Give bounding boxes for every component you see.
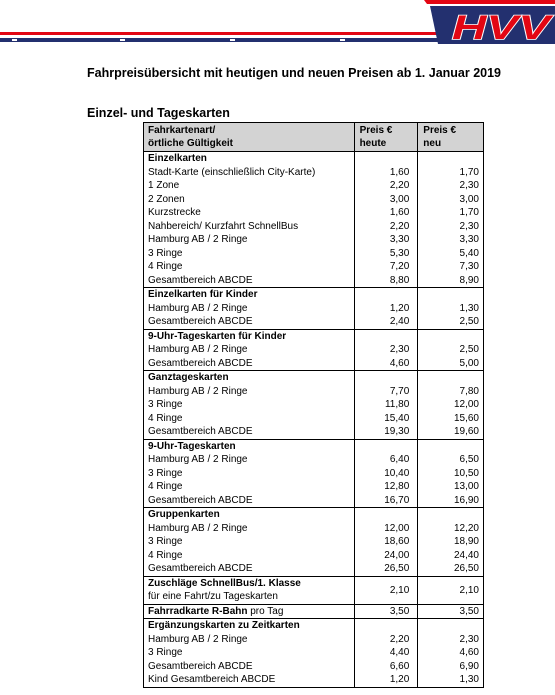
header-stripes [0,32,446,42]
page-title: Fahrpreisübersicht mit heutigen und neuen Preisen ab 1. Januar 2019 [87,66,502,80]
ticket-name: 3 Ringe [144,535,355,549]
price-today: 6,60 [354,660,418,674]
table-row [144,260,484,274]
price-today: 19,30 [354,425,418,439]
price-new: 2,30 [418,179,484,193]
price-new: 12,20 [418,522,484,536]
price-today: 2,20 [354,633,418,647]
price-new: 2,30 [418,633,484,647]
price-new: 19,60 [418,425,484,439]
table-row [144,562,484,576]
empty-cell [354,329,418,343]
price-new: 12,00 [418,398,484,412]
price-new: 2,30 [418,220,484,234]
table-row [144,302,484,316]
table-row [144,412,484,426]
ticket-name: Gesamtbereich ABCDE [144,562,355,576]
price-new: 7,30 [418,260,484,274]
ticket-name: Gesamtbereich ABCDE [144,660,355,674]
ticket-name: Hamburg AB / 2 Ringe [144,385,355,399]
price-new: 1,30 [418,673,484,687]
table-row [144,179,484,193]
group-title-row [144,371,484,385]
price-today: 8,80 [354,274,418,288]
ticket-name: 4 Ringe [144,480,355,494]
price-today: 24,00 [354,549,418,563]
group-title: Einzelkarten für Kinder [144,288,355,302]
price-today: 2,40 [354,315,418,329]
fare-table [143,122,484,688]
price-new: 1,70 [418,166,484,180]
bike-ticket [144,604,355,619]
header-banner [0,0,555,50]
empty-cell [418,152,484,166]
ticket-name: Kurzstrecke [144,206,355,220]
empty-cell [418,439,484,453]
ticket-name: Gesamtbereich ABCDE [144,315,355,329]
table-row [144,166,484,180]
price-today: 3,00 [354,193,418,207]
price-today: 3,30 [354,233,418,247]
price-new: 10,50 [418,467,484,481]
table-row [144,633,484,647]
ticket-name: Gesamtbereich ABCDE [144,494,355,508]
price-today: 18,60 [354,535,418,549]
table-row [144,385,484,399]
price-today: 2,20 [354,179,418,193]
hvv-logo [424,0,555,47]
empty-cell [418,329,484,343]
header-ticket-type: Fahrkartenart/ örtliche Gültigkeit [144,123,355,152]
ticket-name: Gesamtbereich ABCDE [144,357,355,371]
header-price-today: Preis € heute [354,123,418,152]
bike-row [144,604,484,619]
ticket-name: 3 Ringe [144,398,355,412]
group-title-row [144,439,484,453]
table-row [144,233,484,247]
price-new: 6,90 [418,660,484,674]
table-row [144,535,484,549]
group-title: Einzelkarten [144,152,355,166]
price-new: 4,60 [418,646,484,660]
table-row [144,425,484,439]
table-row [144,220,484,234]
table-row [144,274,484,288]
price-today: 12,80 [354,480,418,494]
price-new: 3,50 [418,604,484,619]
price-today: 4,60 [354,357,418,371]
header-price-new: Preis € neu [418,123,484,152]
surcharge-subtitle: für eine Fahrt/zu Tageskarten [144,590,355,604]
price-new: 16,90 [418,494,484,508]
empty-cell [418,371,484,385]
table-row [144,467,484,481]
ticket-name: Hamburg AB / 2 Ringe [144,302,355,316]
table-row [144,646,484,660]
bike-suffix: pro Tag [247,605,284,617]
ticket-name: Hamburg AB / 2 Ringe [144,233,355,247]
ticket-name: Stadt-Karte (einschließlich City-Karte) [144,166,355,180]
price-new: 2,50 [418,343,484,357]
group-title: Ganztageskarten [144,371,355,385]
table-row [144,549,484,563]
hvv-logo-text: HVV [452,9,555,47]
price-new: 2,50 [418,315,484,329]
bike-title: Fahrradkarte R-Bahn [148,605,248,617]
price-new: 7,80 [418,385,484,399]
group-title: Zuschläge SchnellBus/1. Klasse [144,576,355,590]
empty-cell [354,619,418,633]
empty-cell [354,371,418,385]
price-today: 11,80 [354,398,418,412]
table-row [144,343,484,357]
price-today: 16,70 [354,494,418,508]
group-title: Gruppenkarten [144,508,355,522]
ticket-name: Hamburg AB / 2 Ringe [144,522,355,536]
table-row [144,193,484,207]
price-new: 15,60 [418,412,484,426]
price-new: 6,50 [418,453,484,467]
price-new: 24,40 [418,549,484,563]
ticket-name: Hamburg AB / 2 Ringe [144,633,355,647]
group-title: Ergänzungskarten zu Zeitkarten [144,619,355,633]
price-today: 4,40 [354,646,418,660]
group-title: 9-Uhr-Tageskarten [144,439,355,453]
empty-cell [418,508,484,522]
price-today: 1,20 [354,302,418,316]
table-row [144,357,484,371]
price-new: 5,40 [418,247,484,261]
surcharge-row [144,590,484,604]
section-title: Einzel- und Tageskarten [87,106,230,120]
table-row [144,398,484,412]
table-row [144,206,484,220]
table-row [144,494,484,508]
empty-cell [354,439,418,453]
empty-cell [354,508,418,522]
price-new: 1,70 [418,206,484,220]
price-today: 15,40 [354,412,418,426]
ticket-name: 4 Ringe [144,549,355,563]
table-row [144,453,484,467]
price-new: 3,30 [418,233,484,247]
price-today: 1,20 [354,673,418,687]
ticket-name: 2 Zonen [144,193,355,207]
price-today: 26,50 [354,562,418,576]
group-title-row [144,508,484,522]
price-new: 26,50 [418,562,484,576]
ticket-name: Kind Gesamtbereich ABCDE [144,673,355,687]
table-row [144,480,484,494]
price-new: 18,90 [418,535,484,549]
ticket-name: Gesamtbereich ABCDE [144,274,355,288]
price-new: 5,00 [418,357,484,371]
price-new: 1,30 [418,302,484,316]
group-title-row [144,152,484,166]
empty-cell [354,152,418,166]
ticket-name: 1 Zone [144,179,355,193]
price-today: 10,40 [354,467,418,481]
table-header-row [144,123,484,152]
table-row [144,660,484,674]
ticket-name: 4 Ringe [144,260,355,274]
ticket-name: Hamburg AB / 2 Ringe [144,343,355,357]
price-today: 7,20 [354,260,418,274]
table-row [144,315,484,329]
table-row [144,673,484,687]
ticket-name: 3 Ringe [144,247,355,261]
ticket-name: 3 Ringe [144,646,355,660]
price-today: 12,00 [354,522,418,536]
price-today: 2,10 [354,584,418,598]
group-title-row [144,329,484,343]
table-row [144,247,484,261]
empty-cell [418,619,484,633]
ticket-name: Gesamtbereich ABCDE [144,425,355,439]
price-today: 6,40 [354,453,418,467]
price-new: 8,90 [418,274,484,288]
table-row [144,522,484,536]
price-today: 2,30 [354,343,418,357]
group-title-row [144,619,484,633]
group-title: 9-Uhr-Tageskarten für Kinder [144,329,355,343]
price-today: 5,30 [354,247,418,261]
price-new: 13,00 [418,480,484,494]
empty-cell [354,288,418,302]
group-title-row [144,288,484,302]
ticket-name: 3 Ringe [144,467,355,481]
price-today: 1,60 [354,166,418,180]
price-today: 3,50 [354,604,418,619]
price-today: 7,70 [354,385,418,399]
price-new: 3,00 [418,193,484,207]
empty-cell [418,288,484,302]
price-today: 1,60 [354,206,418,220]
price-today: 2,20 [354,220,418,234]
ticket-name: 4 Ringe [144,412,355,426]
ticket-name: Nahbereich/ Kurzfahrt SchnellBus [144,220,355,234]
price-new: 2,10 [418,584,484,598]
ticket-name: Hamburg AB / 2 Ringe [144,453,355,467]
